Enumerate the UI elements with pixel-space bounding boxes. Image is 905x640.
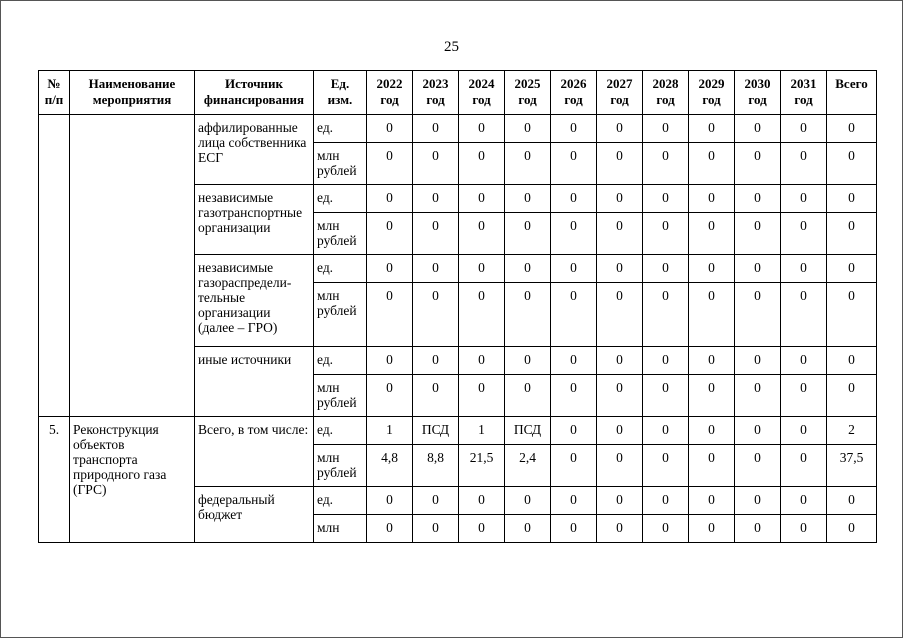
value-cell: 0: [643, 185, 689, 213]
value-cell: 0: [781, 515, 827, 543]
value-cell: 0: [413, 375, 459, 417]
value-cell: 0: [597, 213, 643, 255]
value-cell: 0: [367, 515, 413, 543]
value-cell: 0: [735, 115, 781, 143]
value-cell: 0: [551, 283, 597, 347]
value-cell: 0: [459, 213, 505, 255]
value-cell: 0: [413, 487, 459, 515]
funding-source-cell: федеральный бюджет: [195, 487, 314, 543]
value-cell: 0: [781, 283, 827, 347]
page-number: 25: [444, 39, 459, 55]
table-body: [39, 115, 877, 543]
value-cell: 0: [643, 375, 689, 417]
value-cell: 0: [781, 487, 827, 515]
value-cell: 0: [367, 213, 413, 255]
value-cell: 0: [643, 515, 689, 543]
value-cell: 0: [689, 417, 735, 445]
value-cell: 0: [781, 347, 827, 375]
header-year: 2024 год: [459, 71, 505, 115]
value-cell: 0: [413, 255, 459, 283]
value-cell: 0: [597, 185, 643, 213]
value-cell: 0: [551, 347, 597, 375]
value-cell: ПСД: [413, 417, 459, 445]
value-cell: 0: [367, 375, 413, 417]
value-cell: 0: [643, 487, 689, 515]
value-cell: 0: [459, 515, 505, 543]
value-cell: 0: [689, 115, 735, 143]
total-cell: 0: [827, 143, 877, 185]
value-cell: 4,8: [367, 445, 413, 487]
value-cell: 0: [551, 417, 597, 445]
value-cell: 0: [643, 115, 689, 143]
unit-cell: млн рублей: [314, 445, 367, 487]
unit-cell: ед.: [314, 347, 367, 375]
value-cell: 0: [735, 143, 781, 185]
value-cell: 0: [689, 283, 735, 347]
value-cell: 0: [735, 515, 781, 543]
total-cell: 2: [827, 417, 877, 445]
total-cell: 0: [827, 255, 877, 283]
value-cell: 0: [689, 143, 735, 185]
unit-cell: ед.: [314, 487, 367, 515]
value-cell: 0: [505, 375, 551, 417]
unit-cell: ед.: [314, 255, 367, 283]
value-cell: 0: [413, 283, 459, 347]
funding-source-cell: иные источники: [195, 347, 314, 417]
value-cell: 0: [643, 283, 689, 347]
value-cell: 0: [735, 487, 781, 515]
header-no: № п/п: [39, 71, 70, 115]
funding-source-cell: Всего, в том числе:: [195, 417, 314, 487]
value-cell: 0: [781, 417, 827, 445]
header-name: Наименование мероприятия: [70, 71, 195, 115]
total-cell: 0: [827, 283, 877, 347]
value-cell: 0: [505, 185, 551, 213]
value-cell: 0: [551, 375, 597, 417]
unit-cell: ед.: [314, 115, 367, 143]
value-cell: 0: [781, 185, 827, 213]
total-cell: 0: [827, 115, 877, 143]
header-source: Источник финансирования: [195, 71, 314, 115]
value-cell: 0: [689, 255, 735, 283]
value-cell: 0: [505, 283, 551, 347]
value-cell: 0: [459, 283, 505, 347]
value-cell: 0: [597, 487, 643, 515]
table-row: [39, 115, 877, 143]
value-cell: 0: [735, 375, 781, 417]
value-cell: 0: [735, 347, 781, 375]
value-cell: 0: [597, 417, 643, 445]
value-cell: 0: [689, 445, 735, 487]
row-number-cell: [39, 115, 70, 417]
value-cell: 0: [689, 347, 735, 375]
value-cell: 0: [459, 185, 505, 213]
unit-cell: ед.: [314, 185, 367, 213]
value-cell: 0: [643, 255, 689, 283]
funding-source-cell: независимые газораспредели-тельные организации (далее – ГРО): [195, 255, 314, 347]
value-cell: 0: [459, 487, 505, 515]
header-year: 2028 год: [643, 71, 689, 115]
value-cell: 0: [367, 487, 413, 515]
value-cell: 0: [597, 255, 643, 283]
value-cell: 0: [735, 185, 781, 213]
value-cell: 0: [413, 515, 459, 543]
value-cell: 0: [597, 283, 643, 347]
value-cell: 0: [551, 115, 597, 143]
value-cell: 0: [413, 143, 459, 185]
header-year: 2030 год: [735, 71, 781, 115]
total-cell: 0: [827, 515, 877, 543]
value-cell: 0: [459, 347, 505, 375]
value-cell: 0: [597, 347, 643, 375]
unit-cell: млн рублей: [314, 283, 367, 347]
financing-table: [38, 70, 877, 543]
value-cell: 0: [781, 213, 827, 255]
value-cell: 0: [689, 213, 735, 255]
value-cell: 0: [413, 115, 459, 143]
value-cell: 0: [367, 143, 413, 185]
measure-name-cell: [70, 115, 195, 417]
value-cell: 0: [643, 445, 689, 487]
total-cell: 37,5: [827, 445, 877, 487]
value-cell: 0: [505, 143, 551, 185]
value-cell: 0: [689, 375, 735, 417]
value-cell: 0: [551, 143, 597, 185]
value-cell: 0: [459, 255, 505, 283]
unit-cell: ед.: [314, 417, 367, 445]
value-cell: 0: [367, 347, 413, 375]
header-year: 2029 год: [689, 71, 735, 115]
value-cell: 0: [367, 185, 413, 213]
value-cell: 0: [735, 255, 781, 283]
value-cell: 0: [597, 115, 643, 143]
value-cell: 0: [551, 515, 597, 543]
total-cell: 0: [827, 375, 877, 417]
funding-source-cell: независимые газотранспортные организации: [195, 185, 314, 255]
value-cell: 0: [781, 375, 827, 417]
total-cell: 0: [827, 347, 877, 375]
header-year: 2031 год: [781, 71, 827, 115]
value-cell: 0: [551, 213, 597, 255]
value-cell: 0: [689, 185, 735, 213]
value-cell: 1: [367, 417, 413, 445]
value-cell: 0: [551, 255, 597, 283]
value-cell: 0: [597, 515, 643, 543]
value-cell: 0: [551, 487, 597, 515]
funding-source-cell: аффилированные лица собственника ЕСГ: [195, 115, 314, 185]
table-header-row: [39, 71, 877, 115]
value-cell: 0: [413, 185, 459, 213]
value-cell: 0: [597, 143, 643, 185]
value-cell: 0: [505, 347, 551, 375]
value-cell: 0: [367, 283, 413, 347]
value-cell: 0: [597, 445, 643, 487]
header-year: 2025 год: [505, 71, 551, 115]
header-year: 2022 год: [367, 71, 413, 115]
header-total: Всего: [827, 71, 877, 115]
value-cell: 0: [367, 115, 413, 143]
value-cell: 0: [505, 213, 551, 255]
table-row: [39, 417, 877, 445]
value-cell: 0: [735, 417, 781, 445]
row-number-cell: 5.: [39, 417, 70, 543]
value-cell: 0: [413, 347, 459, 375]
value-cell: 0: [689, 487, 735, 515]
value-cell: 0: [505, 487, 551, 515]
value-cell: 0: [459, 115, 505, 143]
value-cell: 0: [735, 213, 781, 255]
unit-cell: млн рублей: [314, 213, 367, 255]
value-cell: 0: [597, 375, 643, 417]
value-cell: 2,4: [505, 445, 551, 487]
header-year: 2023 год: [413, 71, 459, 115]
value-cell: 0: [505, 255, 551, 283]
value-cell: 0: [459, 375, 505, 417]
unit-cell: млн рублей: [314, 375, 367, 417]
value-cell: 0: [367, 255, 413, 283]
value-cell: 0: [781, 255, 827, 283]
value-cell: 0: [735, 283, 781, 347]
value-cell: 0: [505, 515, 551, 543]
value-cell: 0: [689, 515, 735, 543]
value-cell: 0: [459, 143, 505, 185]
value-cell: 1: [459, 417, 505, 445]
value-cell: 21,5: [459, 445, 505, 487]
value-cell: 0: [781, 445, 827, 487]
value-cell: 0: [643, 143, 689, 185]
value-cell: 0: [735, 445, 781, 487]
unit-cell: млн: [314, 515, 367, 543]
total-cell: 0: [827, 185, 877, 213]
value-cell: 0: [781, 143, 827, 185]
value-cell: ПСД: [505, 417, 551, 445]
header-unit: Ед. изм.: [314, 71, 367, 115]
value-cell: 0: [505, 115, 551, 143]
header-year: 2026 год: [551, 71, 597, 115]
value-cell: 8,8: [413, 445, 459, 487]
value-cell: 0: [643, 417, 689, 445]
value-cell: 0: [551, 185, 597, 213]
value-cell: 0: [643, 213, 689, 255]
total-cell: 0: [827, 213, 877, 255]
value-cell: 0: [413, 213, 459, 255]
header-year: 2027 год: [597, 71, 643, 115]
unit-cell: млн рублей: [314, 143, 367, 185]
value-cell: 0: [551, 445, 597, 487]
total-cell: 0: [827, 487, 877, 515]
value-cell: 0: [781, 115, 827, 143]
value-cell: 0: [643, 347, 689, 375]
measure-name-cell: Реконструкция объектов транспорта природного газа (ГРС): [70, 417, 195, 543]
